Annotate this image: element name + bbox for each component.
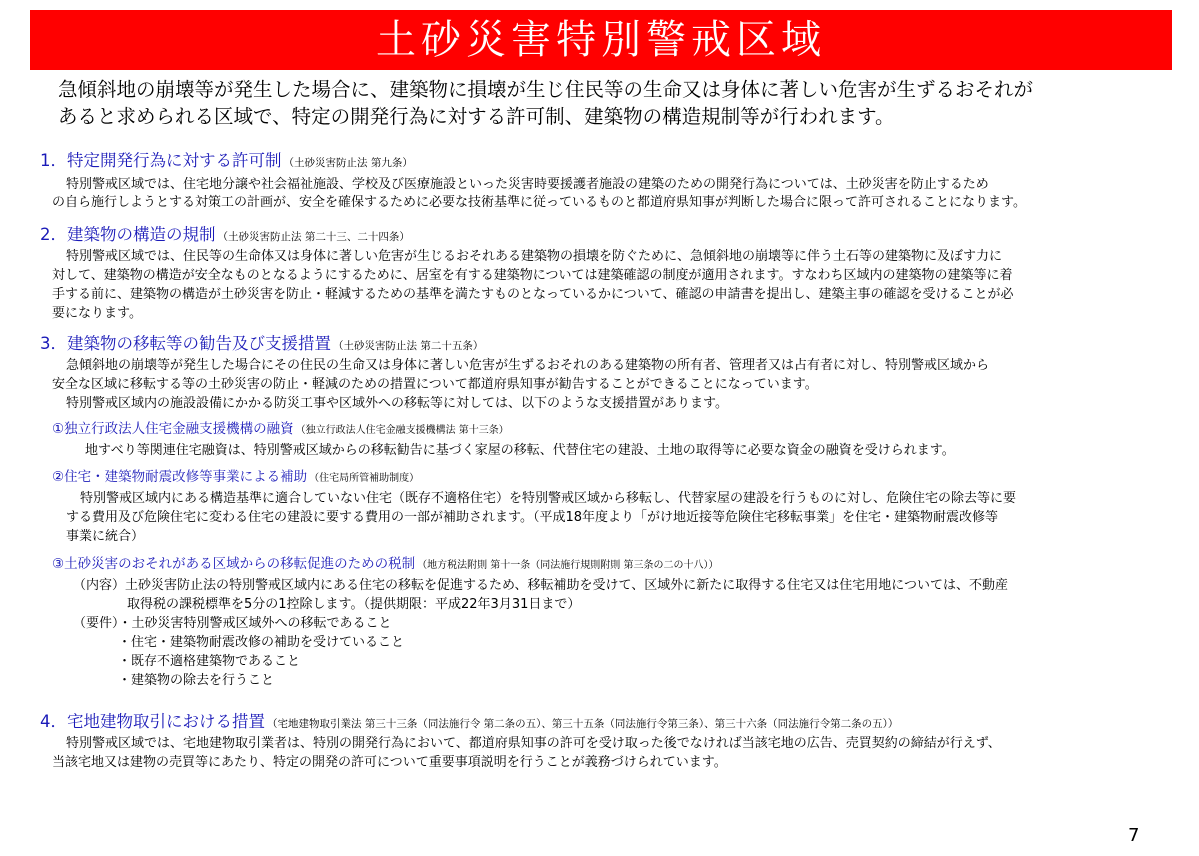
body-line: 当該宅地又は建物の売買等にあたり、特定の開発の許可について重要事項説明を行うことが義務づけられています。	[52, 755, 727, 770]
section-title: 2．建築物の構造の規制	[40, 225, 216, 244]
body-line: （要件）・土砂災害特別警戒区域外への移転であること	[73, 616, 392, 631]
intro-line: 急傾斜地の崩壊等が発生した場合に、建築物に損壊が生じ住民等の生命又は身体に著しい危害が生ずるおそれが	[58, 78, 1034, 101]
body-line: 急傾斜地の崩壊等が発生した場合にその住民の生命又は身体に著しい危害が生ずるおそれのある建築物の所有者、管理者又は占有者に対し、特別警戒区域から	[66, 358, 990, 373]
body-line: 要になります。	[52, 306, 142, 321]
body-line: 地すべり等関連住宅融資は、特別警戒区域からの移転勧告に基づく家屋の移転、代替住宅の建設、土地の取得等に必要な資金の融資を受けられます。	[85, 443, 955, 458]
intro-line: あると求められる区域で、特定の開発行為に対する許可制、建築物の構造規制等が行われます。	[58, 105, 895, 128]
subsection-heading	[52, 420, 509, 440]
subsection-heading	[52, 468, 419, 488]
law-reference: （地方税法附則 第十一条（同法施行規則附則 第三条の二の十八））	[417, 560, 719, 571]
body-line: 特別警戒区域では、住宅地分譲や社会福祉施設、学校及び医療施設といった災害時要援護者施設の建築のための開発行為については、土砂災害を防止するため	[66, 177, 989, 192]
body-line: 特別警戒区域内にある構造基準に適合していない住宅（既存不適格住宅）を特別警戒区域から移転し、代替家屋の建設を行うものに対し、危険住宅の除去等に要	[80, 491, 1017, 506]
body-line: 特別警戒区域では、住民等の生命体又は身体に著しい危害が生じるおそれある建築物の損壊を防ぐために、急傾斜地の崩壊等に伴う土石等の建築物に及ぼす力に	[66, 249, 1003, 264]
page-number: 7	[1128, 825, 1140, 846]
section-heading	[40, 224, 410, 248]
law-reference: （宅地建物取引業法 第三十三条（同法施行令 第二条の五）、第三十五条（同法施行令第三条）、第三十六条（同法施行令第二条の五））	[267, 718, 899, 730]
law-reference: （土砂災害防止法 第二十五条）	[333, 340, 484, 352]
body-line: 特別警戒区域内の施設設備にかかる防災工事や区域外への移転等に対しては、以下のような支援措置があります。	[66, 396, 728, 411]
body-line: する費用及び危険住宅に変わる住宅の建設に要する費用の一部が補助されます。（平成18年度より「がけ地近接等危険住宅移転事業」を住宅・建築物耐震改修等	[66, 510, 999, 525]
subsection-heading	[52, 555, 718, 575]
body-line: （内容）土砂災害防止法の特別警戒区域内にある住宅の移転を促進するため、移転補助を受けて、区域外に新たに取得する住宅又は住宅用地については、不動産	[73, 578, 1008, 593]
section-title: 1．特定開発行為に対する許可制	[40, 151, 282, 170]
law-reference: （独立行政法人住宅金融支援機構法 第十三条）	[295, 425, 509, 436]
section-title: 3．建築物の移転等の勧告及び支援措置	[40, 334, 331, 353]
body-line: 取得税の課税標準を5分の1控除します。（提供期限：平成22年3月31日まで）	[127, 597, 581, 612]
body-line: ・住宅・建築物耐震改修の補助を受けていること	[118, 635, 405, 650]
title-banner	[30, 10, 1172, 70]
body-line: 手する前に、建築物の構造が土砂災害を防止・軽減するための基準を満たすものとなっているかについて、確認の申請書を提出し、建築主事の確認を受けることが必	[52, 287, 1014, 302]
subsection-title: ③土砂災害のおそれがある区域からの移転促進のための税制	[52, 556, 416, 572]
law-reference: （住宅局所管補助制度）	[309, 473, 420, 484]
section-title: 4．宅地建物取引における措置	[40, 712, 265, 731]
section-heading	[40, 711, 898, 735]
section-heading	[40, 333, 483, 357]
body-line: 事業に統合）	[66, 529, 145, 544]
body-line: ・既存不適格建築物であること	[118, 654, 301, 669]
subsection-title: ②住宅・建築物耐震改修等事業による補助	[52, 469, 308, 485]
law-reference: （土砂災害防止法 第二十三、二十四条）	[217, 231, 410, 243]
law-reference: （土砂災害防止法 第九条）	[283, 157, 413, 169]
page-title: 土砂災害特別警戒区域	[376, 17, 826, 63]
body-line: 特別警戒区域では、宅地建物取引業者は、特別の開発行為において、都道府県知事の許可を受け取った後でなければ当該宅地の広告、売買契約の締結が行えず、	[66, 736, 1001, 751]
body-line: ・建築物の除去を行うこと	[118, 673, 275, 688]
section-heading	[40, 150, 413, 174]
body-line: 対して、建築物の構造が安全なものとなるようにするために、居室を有する建築物については建築確認の制度が適用されます。すなわち区域内の建築物の建築等に着	[52, 268, 1013, 283]
subsection-title: ①独立行政法人住宅金融支援機構の融資	[52, 421, 294, 437]
body-line: の自ら施行しようとする対策工の計画が、安全を確保するために必要な技術基準に従っているものと都道府県知事が判断した場合に限って許可されることになります。	[52, 195, 1026, 210]
body-line: 安全な区域に移転する等の土砂災害の防止・軽減のための措置について都道府県知事が勧告することができることになっています。	[52, 377, 818, 392]
